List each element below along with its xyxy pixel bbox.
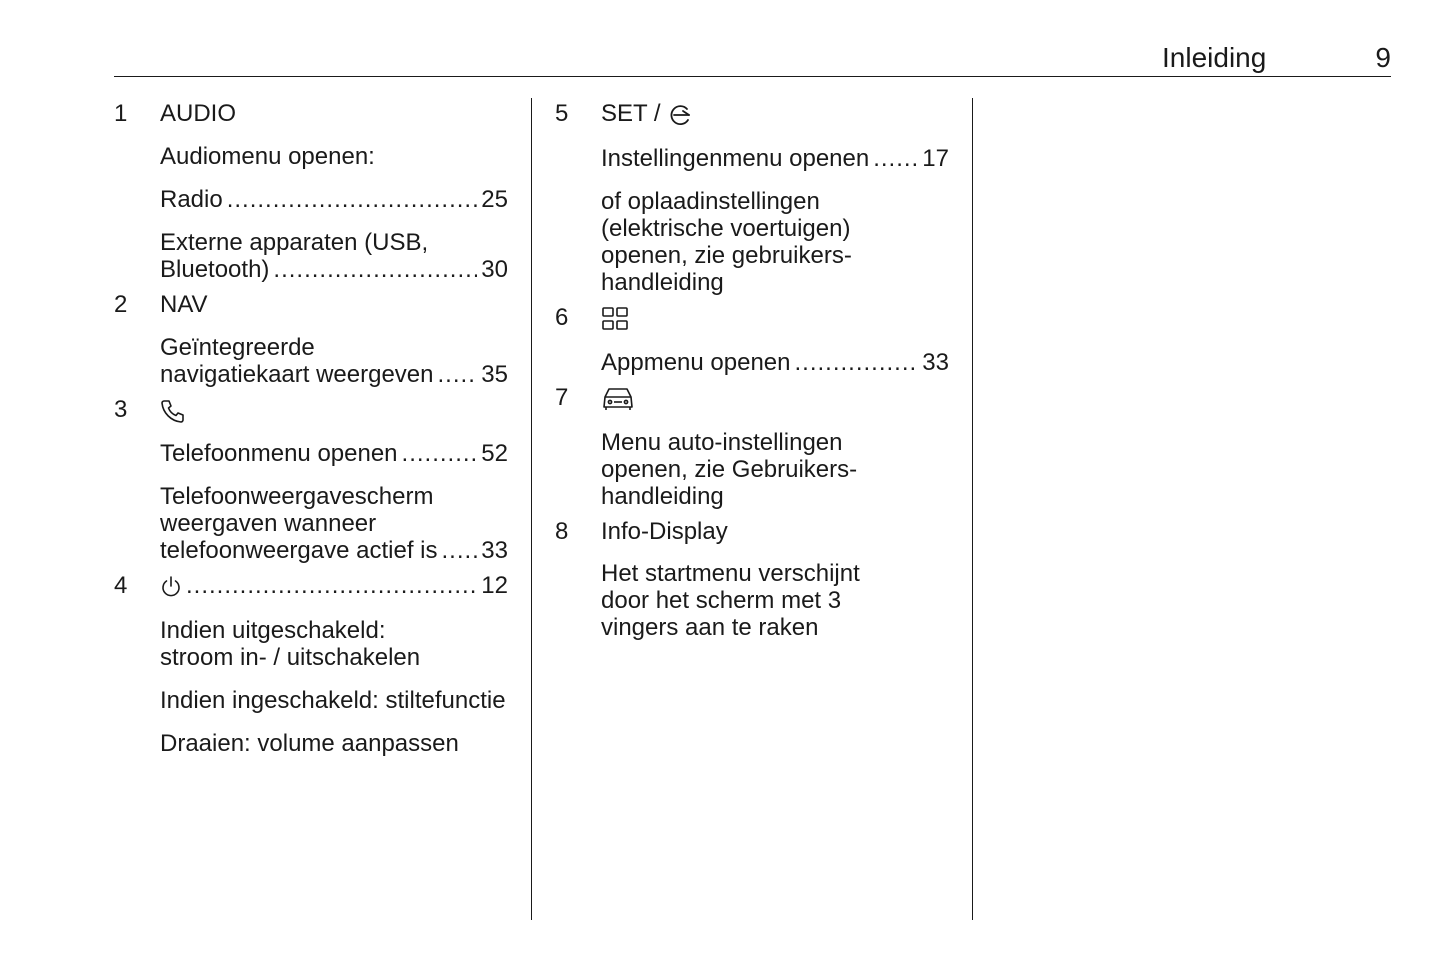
toc-label: navigatiekaart weergeven: [160, 361, 434, 388]
car-icon-wrapper: [601, 384, 635, 413]
toc-label: Bluetooth): [160, 256, 270, 283]
toc-label: Radio: [160, 186, 223, 213]
charging-icon: [667, 102, 693, 128]
toc-label: telefoonweergave actief is: [160, 537, 438, 564]
charging-settings-text: handleiding: [601, 269, 724, 296]
section-title: Inleiding: [1162, 42, 1267, 73]
toc-entry-phone-projection: [160, 537, 508, 564]
item-number-4: 4: [114, 572, 128, 599]
item-number-1: 1: [114, 100, 128, 127]
car-settings-text: handleiding: [601, 483, 724, 510]
power-off-text: stroom in- / uitschakelen: [160, 644, 421, 671]
item-number-6: 6: [555, 304, 569, 331]
toc-entry-nav: [160, 361, 508, 388]
toc-entry-radio: [160, 186, 508, 213]
item-title-info-display: Info-Display: [601, 518, 728, 545]
start-menu-text: vingers aan te raken: [601, 614, 819, 641]
car-settings-text: openen, zie Gebruikers-: [601, 456, 858, 483]
volume-text: Draaien: volume aanpassen: [160, 730, 459, 757]
charging-settings-text: openen, zie gebruikers-: [601, 242, 852, 269]
app-grid-icon: [601, 306, 631, 332]
set-label: SET /: [601, 100, 661, 127]
toc-label: Instellingenmenu openen: [601, 145, 870, 172]
phone-icon-wrapper: [160, 396, 186, 424]
charging-settings-text: of oplaadinstellingen: [601, 188, 820, 215]
toc-page-ref: 30: [481, 256, 508, 283]
column-divider-right: [972, 98, 973, 920]
page-number: 9: [1375, 42, 1391, 73]
toc-entry-app-menu: [601, 349, 949, 376]
toc-entry-settings-menu: [601, 145, 949, 172]
toc-entry-bluetooth: [160, 256, 508, 283]
toc-label: Telefoonmenu openen: [160, 440, 398, 467]
toc-label: Appmenu openen: [601, 349, 791, 376]
item-number-5: 5: [555, 100, 569, 127]
car-icon: [601, 385, 635, 413]
start-menu-text: Het startmenu verschijnt: [601, 560, 860, 587]
toc-page-ref: 33: [481, 537, 508, 564]
toc-leader-dots: [186, 572, 477, 599]
phone-projection-text: Telefoonweergavescherm: [160, 483, 434, 510]
power-on-text: Indien ingeschakeld: stiltefunctie: [160, 687, 506, 714]
power-off-text: Indien uitgeschakeld:: [160, 617, 386, 644]
item-title-set: [601, 100, 693, 128]
app-grid-icon-wrapper: [601, 304, 631, 332]
toc-leader-dots: [227, 186, 478, 213]
toc-leader-dots: [402, 440, 478, 467]
item-number-3: 3: [114, 396, 128, 423]
toc-leader-dots: [795, 349, 919, 376]
phone-projection-text: weergaven wanneer: [160, 510, 377, 537]
power-icon-wrapper: [160, 572, 182, 599]
header-divider: [114, 76, 1391, 77]
toc-page-ref: 33: [922, 349, 949, 376]
toc-leader-dots: [442, 537, 478, 564]
toc-page-ref: 35: [481, 361, 508, 388]
power-icon: [160, 575, 182, 599]
charging-settings-text: (elektrische voertuigen): [601, 215, 851, 242]
external-devices-text: Externe apparaten (USB,: [160, 229, 429, 256]
toc-leader-dots: [438, 361, 478, 388]
phone-icon: [160, 398, 186, 424]
toc-page-ref: 52: [481, 440, 508, 467]
audio-menu-text: Audiomenu openen:: [160, 143, 375, 170]
toc-page-ref: 25: [481, 186, 508, 213]
item-number-8: 8: [555, 518, 569, 545]
nav-text: Geïntegreerde: [160, 334, 315, 361]
item-title-nav: NAV: [160, 291, 208, 318]
car-settings-text: Menu auto-instellingen: [601, 429, 843, 456]
toc-page-ref: 12: [481, 572, 508, 599]
toc-page-ref: 17: [922, 145, 949, 172]
start-menu-text: door het scherm met 3: [601, 587, 842, 614]
column-divider-left: [531, 98, 532, 920]
toc-leader-dots: [273, 256, 477, 283]
item-title-audio: AUDIO: [160, 100, 237, 127]
toc-leader-dots: [873, 145, 918, 172]
toc-entry-power: [160, 572, 508, 599]
item-number-2: 2: [114, 291, 128, 318]
toc-entry-phone-menu: [160, 440, 508, 467]
item-number-7: 7: [555, 384, 569, 411]
